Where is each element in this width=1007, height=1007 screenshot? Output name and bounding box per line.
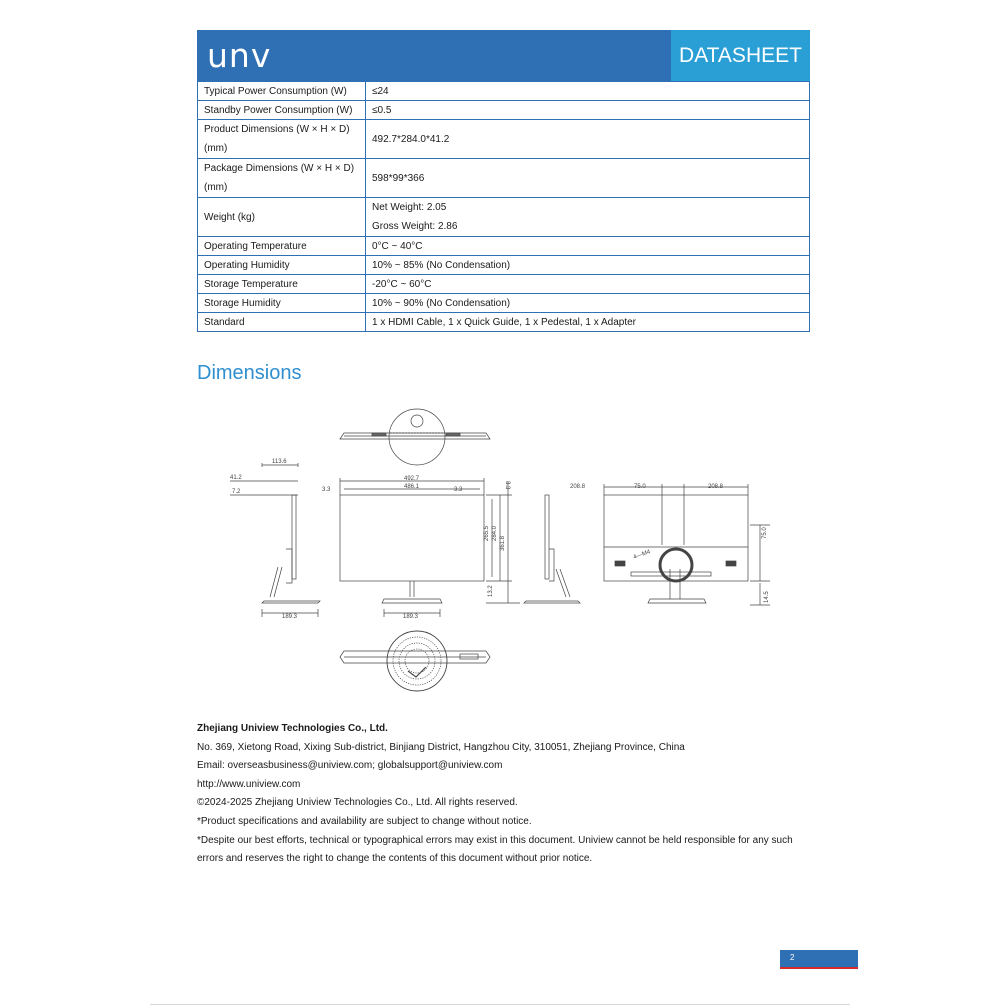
table-row xyxy=(198,198,810,237)
spec-value: ≤24 xyxy=(366,82,810,101)
spec-key: Operating Temperature xyxy=(198,237,366,256)
dim-label: 3.3 xyxy=(454,487,463,493)
spec-key: Standby Power Consumption (W) xyxy=(198,101,366,120)
spec-table xyxy=(197,81,810,332)
spec-key: Standard xyxy=(198,313,366,332)
table-row xyxy=(198,159,810,198)
dim-label: 3.3 xyxy=(322,487,331,493)
bottom-view xyxy=(340,631,490,691)
dim-label: 4—M4 xyxy=(632,549,652,561)
dim-label: 13.2 xyxy=(488,585,494,597)
table-row xyxy=(198,256,810,275)
spec-key: Weight (kg) xyxy=(198,198,366,237)
dim-label: 492.7 xyxy=(404,476,420,482)
dim-label: 208.8 xyxy=(708,484,724,490)
table-row xyxy=(198,275,810,294)
table-row xyxy=(198,313,810,332)
dim-label: 113.6 xyxy=(272,459,287,465)
spec-key: Storage Temperature xyxy=(198,275,366,294)
dim-label: 75.0 xyxy=(762,527,768,539)
datasheet-label-box xyxy=(671,30,810,81)
dim-label: 41.2 xyxy=(230,475,242,481)
company-email: Email: overseasbusiness@uniview.com; globalsupport@uniview.com xyxy=(197,760,503,772)
company-info xyxy=(197,720,817,869)
spec-value: 492.7*284.0*41.2 xyxy=(366,120,810,159)
table-row xyxy=(198,120,810,159)
spec-value: ≤0.5 xyxy=(366,101,810,120)
dim-label: 3.3 xyxy=(504,481,510,490)
table-row xyxy=(198,82,810,101)
dim-label: 208.8 xyxy=(570,484,586,490)
notice-1: *Product specifications and availability are subject to change without notice. xyxy=(197,815,532,827)
dim-label: 189.3 xyxy=(403,614,419,620)
spec-value: 10% ~ 90% (No Condensation) xyxy=(366,294,810,313)
side-view-right xyxy=(524,495,580,603)
company-website[interactable]: http://www.uniview.com xyxy=(197,778,301,790)
datasheet-label: DATASHEET xyxy=(679,43,802,67)
spec-value xyxy=(366,198,810,237)
spec-key: Typical Power Consumption (W) xyxy=(198,82,366,101)
spec-value: 0°C ~ 40°C xyxy=(366,237,810,256)
header-banner xyxy=(197,30,810,81)
dim-label: 284.0 xyxy=(492,525,498,541)
dim-label: 486.1 xyxy=(404,484,420,490)
company-address: No. 369, Xietong Road, Xixing Sub-district, Binjiang District, Hangzhou City, 310051, Zhejiang Province, China xyxy=(197,741,685,753)
dim-label: 361.8 xyxy=(500,535,506,551)
dim-label: 7.2 xyxy=(232,489,241,495)
side-view-left xyxy=(230,459,320,620)
dim-label: 75.0 xyxy=(634,484,646,490)
table-row xyxy=(198,101,810,120)
spec-value: -20°C ~ 60°C xyxy=(366,275,810,294)
spec-value-line: Net Weight: 2.05 xyxy=(372,202,447,213)
spec-key: Storage Humidity xyxy=(198,294,366,313)
spec-key-line: (mm) xyxy=(204,182,228,193)
dimensions-title: Dimensions xyxy=(197,362,302,384)
notice-2: *Despite our best efforts, technical or typographical errors may exist in this document. Uniview cannot be held responsible for any such errors and reserves the right to change the contents of this document without prior notice. xyxy=(197,834,793,865)
spec-key xyxy=(198,120,366,159)
company-name: Zhejiang Uniview Technologies Co., Ltd. xyxy=(197,723,388,734)
spec-key-line: Product Dimensions (W × H × D) xyxy=(204,124,350,135)
back-view xyxy=(570,484,770,605)
spec-value: 10% ~ 85% (No Condensation) xyxy=(366,256,810,275)
copyright: ©2024-2025 Zhejiang Uniview Technologies Co., Ltd. All rights reserved. xyxy=(197,797,518,809)
dim-label: 189.3 xyxy=(282,614,298,620)
top-view xyxy=(340,409,490,465)
spec-value-line: Gross Weight: 2.86 xyxy=(372,221,458,232)
spec-key: Operating Humidity xyxy=(198,256,366,275)
dim-label: 14.5 xyxy=(764,591,770,603)
spec-value: 1 x HDMI Cable, 1 x Quick Guide, 1 x Pedestal, 1 x Adapter xyxy=(366,313,810,332)
spec-value: 598*99*366 xyxy=(366,159,810,198)
page-number-box xyxy=(780,950,858,969)
bottom-divider xyxy=(150,1004,850,1005)
table-row xyxy=(198,237,810,256)
spec-key-line: Package Dimensions (W × H × D) xyxy=(204,163,355,174)
spec-key xyxy=(198,159,366,198)
uniview-logo: unv xyxy=(207,36,272,75)
spec-key-line: (mm) xyxy=(204,143,228,154)
front-view xyxy=(322,476,520,620)
page-number: 2 xyxy=(790,953,795,962)
dim-label: 265.5 xyxy=(484,525,490,541)
dimension-drawing xyxy=(220,405,790,700)
table-row xyxy=(198,294,810,313)
